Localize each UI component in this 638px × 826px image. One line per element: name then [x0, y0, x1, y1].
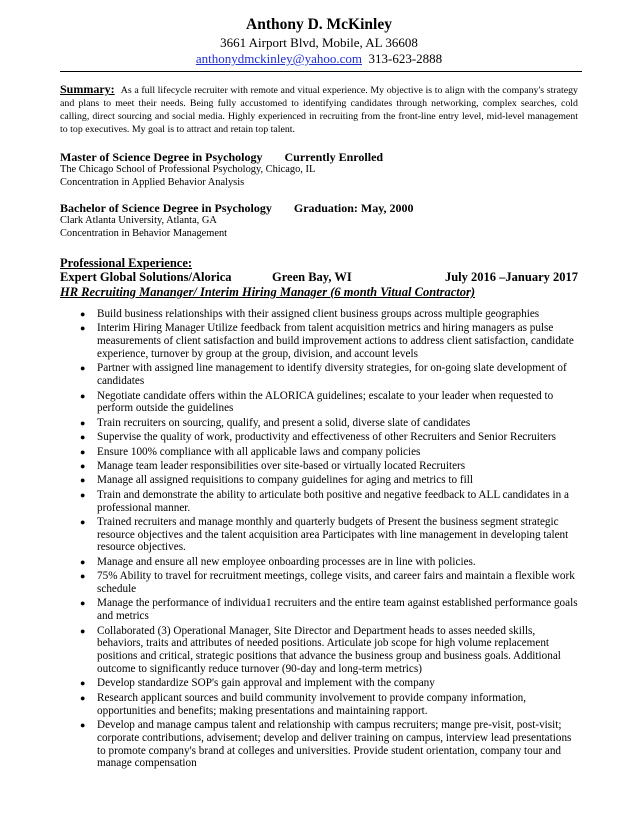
bullet-icon: ● — [80, 678, 86, 689]
duty-text: Manage team leader responsibilities over site-based or virtually located Recruiters — [97, 459, 466, 472]
duty-item — [60, 446, 578, 459]
contact-line — [0, 51, 638, 67]
duty-item — [60, 597, 578, 623]
bullet-icon: ● — [80, 556, 86, 567]
bullet-icon: ● — [80, 720, 86, 730]
education-entry-masters — [60, 150, 578, 189]
company-name: Expert Global Solutions/Alorica — [60, 270, 232, 284]
duty-item — [60, 460, 578, 473]
duty-item — [60, 431, 578, 444]
summary-text: As a full lifecycle recruiter with remote and vitual experience. My objective is to align with the company's strategy and plans to meet their needs. Being fully accustomed to identifying candidates through networking, complex searches, cold calling, direct sourcing and social media. Highly experienced in recruiting from the front-line entry level, mid-level management to top executives. My goal is to attract and retain top talent. — [60, 85, 578, 135]
duty-item — [60, 417, 578, 430]
duty-text: Develop and manage campus talent and relationship with campus recruiters; mange pre-visit, post-visit; corporate contributions, advisement; develop and deliver training on campus, interview lead presentations to promote company's brand at colleges and universities. Provide student orientation, company tour and manage compensation — [97, 719, 572, 770]
bullet-icon: ● — [80, 460, 86, 471]
duty-text: Train and demonstrate the ability to articulate both positive and negative feedback to ALL candidates in a professional manner. — [97, 488, 570, 514]
duty-item — [60, 570, 578, 596]
bullet-icon: ● — [80, 516, 86, 527]
duty-item — [60, 308, 578, 321]
resume-header — [0, 0, 638, 72]
bullet-icon: ● — [80, 692, 86, 703]
duty-item — [60, 516, 578, 554]
degree-status: Graduation: May, 2000 — [293, 201, 414, 215]
job-title: HR Recruiting Mananger/ Interim Hiring Manager (6 month Vitual Contractor) — [60, 285, 476, 299]
bullet-icon: ● — [80, 432, 86, 443]
school-name: Clark Atlanta University, Atlanta, GA — [60, 215, 217, 226]
email-link[interactable]: anthonydmckinley@yahoo.com — [195, 51, 362, 66]
duty-item — [60, 322, 578, 360]
duty-text: Build business relationships with their assigned client business groups across multiple geographies — [97, 308, 540, 320]
duty-item — [60, 677, 578, 690]
school-name: The Chicago School of Professional Psychology, Chicago, IL — [60, 164, 316, 175]
bullet-icon: ● — [80, 363, 86, 374]
bullet-icon: ● — [80, 571, 86, 582]
duty-text: Interim Hiring Manager Utilize feedback from talent acquisition metrics and hiring managers as pulse measurements of client satisfaction and build improvement actions to address client satisfaction, candidate experience, turnover by group at the group, division, and account levels — [97, 322, 574, 360]
concentration: Concentration in Behavior Management — [60, 227, 228, 239]
duty-text: Manage and ensure all new employee onboarding processes are in line with policies. — [97, 555, 476, 568]
duty-item — [60, 719, 578, 770]
duty-item — [60, 625, 578, 676]
duty-item — [60, 362, 578, 388]
mailing-address: 3661 Airport Blvd, Mobile, AL 36608 — [220, 35, 418, 50]
bullet-icon: ● — [80, 390, 86, 401]
degree-name: Bachelor of Science Degree in Psychology — [60, 201, 272, 215]
duty-text: Develop standardize SOP's gain approval and implement with the company — [97, 677, 435, 690]
candidate-name: Anthony D. McKinley — [246, 16, 392, 33]
phone-number: 313-623-2888 — [368, 51, 443, 66]
duty-text: Supervise the quality of work, productivity and effectiveness of other Recruiters and Senior Recruiters — [97, 431, 556, 444]
job-dates: July 2016 –January 2017 — [444, 270, 578, 284]
degree-title — [60, 150, 578, 164]
bullet-icon: ● — [80, 417, 86, 428]
summary-section — [60, 83, 578, 136]
concentration: Concentration in Applied Behavior Analysis — [60, 176, 245, 188]
duty-text: Partner with assigned line management to identify diversity strategies, for on-going slate development of candidates — [97, 362, 567, 388]
summary-label: Summary: — [60, 82, 115, 96]
duty-text: 75% Ability to travel for recruitment meetings, college visits, and career fairs and maintain a flexible work schedule — [97, 570, 575, 596]
duty-text: Ensure 100% compliance with all applicable laws and company policies — [97, 445, 421, 458]
header-divider — [60, 71, 582, 72]
duties-list — [60, 308, 578, 770]
degree-status: Currently Enrolled — [284, 150, 384, 164]
bullet-icon: ● — [80, 446, 86, 457]
duty-text: Research applicant sources and build community involvement to provide company information, opportunities and benefits; making presentations and maintaining rapport. — [97, 691, 527, 717]
job-header — [60, 270, 578, 285]
bullet-icon: ● — [80, 323, 86, 334]
duty-item — [60, 390, 578, 416]
duty-text: Train recruiters on sourcing, qualify, and present a solid, diverse slate of candidates — [97, 416, 471, 429]
duty-text: Collaborated (3) Operational Manager, Site Director and Department heads to asses needed skills, behaviors, traits and attributes of needed positions. Articulate job scope for high volume replacement positions and critical, strategic positions that advance the business group and business goals. Additional outcome to significantly reduce turnover (90-day and long-term metrics) — [97, 624, 561, 676]
bullet-icon: ● — [80, 489, 86, 500]
bullet-icon: ● — [80, 309, 86, 319]
education-entry-bachelors — [60, 201, 578, 240]
duty-text: Manage the performance of individua1 recruiters and the entire team against established performance goals and metrics — [97, 597, 578, 623]
bullet-icon: ● — [80, 475, 86, 486]
degree-name: Master of Science Degree in Psychology — [60, 150, 263, 164]
duty-text: Manage all assigned requisitions to company guidelines for aging and metrics to fill — [97, 474, 473, 487]
duty-text: Trained recruiters and manage monthly and quarterly budgets of Present the business segment strategic resource objectives and the talent acquisition area Participates with line management in developing talent resource objectives. — [97, 515, 569, 554]
duty-item — [60, 489, 578, 515]
bullet-icon: ● — [80, 625, 86, 636]
experience-heading: Professional Experience: — [60, 256, 193, 270]
bullet-icon: ● — [80, 598, 86, 609]
resume-body — [60, 83, 578, 772]
duty-item — [60, 692, 578, 718]
duty-item — [60, 474, 578, 487]
duty-text: Negotiate candidate offers within the ALORICA guidelines; escalate to your leader when requested to perform outside the guidelines — [97, 389, 554, 415]
job-location: Green Bay, WI — [272, 270, 352, 284]
duty-item — [60, 556, 578, 569]
degree-title — [60, 201, 578, 215]
